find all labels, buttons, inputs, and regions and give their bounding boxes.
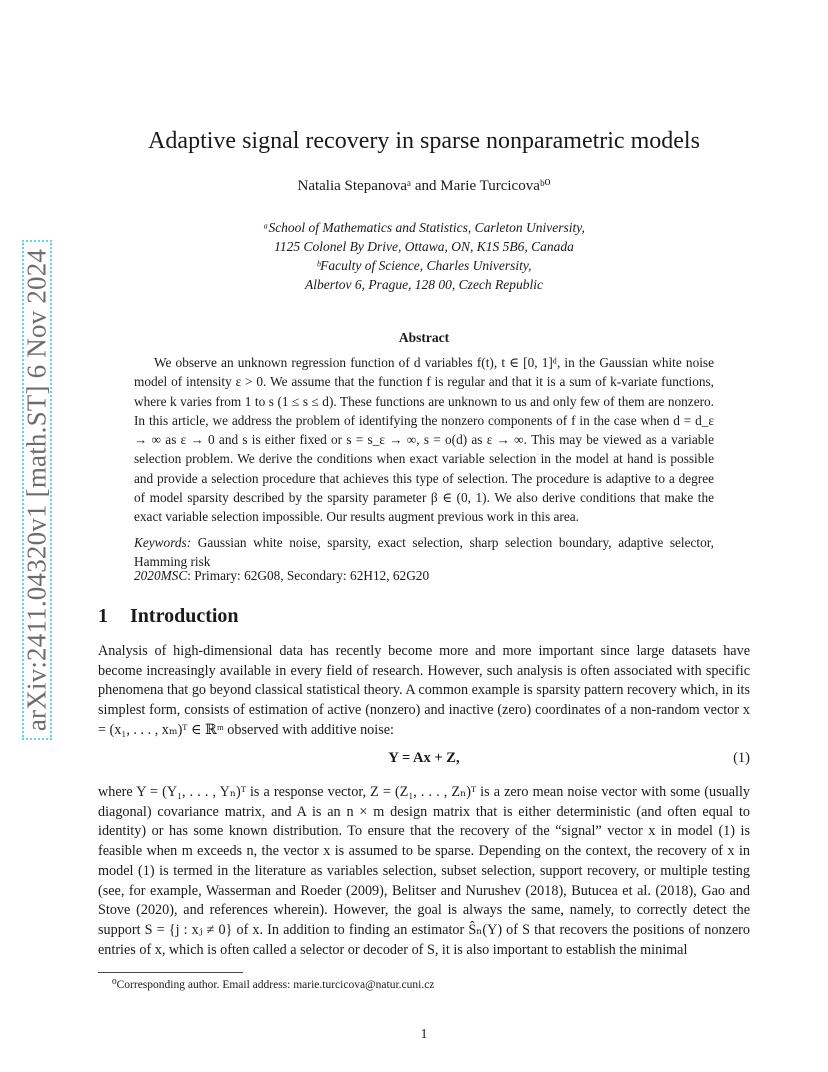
intro-paragraph: Analysis of high-dimensional data has recently become more and more important since large datasets have become increasingly available in every field of research. However, such analysis is often associated with specific phenomena that go beyond classical statistical theory. A common example is sparsity pattern recovery which, in its simplest form, consists of estimation of active (nonzero) and inactive (zero) coordinates of a non-random vector x = (x₁, . . . , xₘ)ᵀ ∈ ℝᵐ observed with additive noise: xyxy=(98,643,750,738)
arxiv-identifier: arXiv:2411.04320v1 [math.ST] 6 Nov 2024 xyxy=(21,248,52,732)
abstract-heading: Abstract xyxy=(398,330,450,345)
affiliation-a-line2: 1125 Colonel By Drive, Ottawa, ON, K1S 5B6, Canada xyxy=(274,239,574,254)
keywords-label: Keywords: xyxy=(134,535,192,550)
body-paragraph: where Y = (Y₁, . . . , Yₙ)ᵀ is a response vector, Z = (Z₁, . . . , Zₙ)ᵀ is a zero mean noise vector with some (usually diagonal) covariance matrix, and A is an n × m design matrix that is either deterministic (and often equal to identity) or has some known distribution. To ensure that the recovery of the “signal” vector x in model (1) is feasible when m exceeds n, the vector x is assumed to be sparse. Depending on the context, the recovery of x in model (1) is termed in the literature as variables selection, subset selection, support recovery, or multiple testing (see, for example, Wasserman and Roeder (2009), Belitser and Nurushev (2018), Butucea et al. (2018), Gao and Stove (2020), and references wherein). However, the goal is always the same, namely, to correctly detect the support S = {j : xⱼ ≠ 0} of x. In addition to finding an estimator Ŝₙ(Y) of S that recovers the positions of nonzero entries of x, which is often called a selector or decoder of S, it is also important to establish the minimal xyxy=(98,784,750,958)
keywords xyxy=(134,533,714,572)
author-list: Natalia Stepanovaᵃ and Marie Turcicovaᵇ⁰ xyxy=(297,178,551,194)
arxiv-sidebar xyxy=(22,240,52,740)
footnote-rule xyxy=(98,972,243,973)
abstract-text: We observe an unknown regression function of d variables f(t), t ∈ [0, 1]ᵈ, in the Gaussian white noise model of intensity ε > 0. We assume that the function f is regular and that it is a sum of k-variate functions, where k varies from 1 to s (1 ≤ s ≤ d). These functions are unknown to us and only few of them are nonzero. In this article, we address the problem of identifying the nonzero components of f in the case when d = d_ε → ∞ as ε → 0 and s is either fixed or s = s_ε → ∞, s = o(d) as ε → ∞. This may be viewed as a variable selection problem. We derive the conditions when exact variable selection in the model at hand is possible and provide a selection procedure that achieves this type of selection. The procedure is adaptive to a degree of model sparsity described by the sparsity parameter β ∈ (0, 1). We also derive conditions that make the exact variable selection impossible. Our results augment previous work in this area. xyxy=(134,355,714,525)
equation-number: (1) xyxy=(733,750,750,766)
footnote: ⁰Corresponding author. Email address: marie.turcicova@natur.cuni.cz xyxy=(112,979,435,991)
page-number: 1 xyxy=(420,1027,428,1042)
msc-classification xyxy=(134,568,714,584)
msc-text: : Primary: 62G08, Secondary: 62H12, 62G20 xyxy=(187,568,430,583)
equation-body: Y = Ax + Z, xyxy=(388,750,460,766)
affiliation-b-line1: ᵇFaculty of Science, Charles University, xyxy=(316,258,532,273)
section-title: Introduction xyxy=(130,605,239,627)
section-number: 1 xyxy=(98,605,108,627)
paper-title: Adaptive signal recovery in sparse nonparametric models xyxy=(148,128,700,154)
keywords-text: Gaussian white noise, sparsity, exact selection, sharp selection boundary, adaptive selector, Hamming risk xyxy=(134,535,714,570)
affiliation-a-line1: ᵃSchool of Mathematics and Statistics, Carleton University, xyxy=(263,220,585,235)
msc-label: 2020MSC xyxy=(134,568,188,583)
section-heading xyxy=(98,605,239,628)
affiliation-b-line2: Albertov 6, Prague, 128 00, Czech Republic xyxy=(304,277,544,292)
